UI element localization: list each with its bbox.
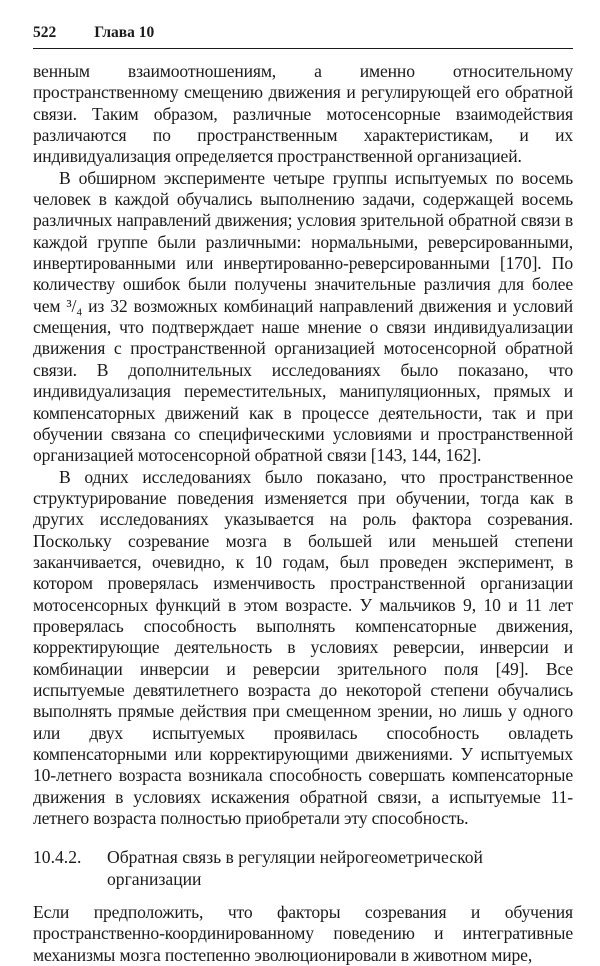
body-text-section xyxy=(33,902,573,966)
page-number: 522 xyxy=(33,24,57,41)
chapter-title: Глава 10 xyxy=(94,24,155,41)
body-text xyxy=(33,61,573,829)
section-title: Обратная связь в регуляции нейрогеометрической организации xyxy=(107,847,483,889)
paragraph-section-start: Если предположить, что факторы созревания и обучения пространственно-координированному поведению и интегративные механизмы мозга постепенно эволюционировали в животном мире, xyxy=(33,902,573,965)
running-head xyxy=(33,24,573,49)
section-heading xyxy=(33,847,573,890)
section-number: 10.4.2. xyxy=(33,847,82,868)
paragraph-continued: венным взаимоотношениям, а именно относительному пространственному смещению движения и регулирующей его обратной связи. Таким образом, различные мотосенсорные взаимодействия различаются по пространственным характеристикам, и их индивидуализация определяется пространственной организацией. xyxy=(33,61,573,167)
book-page xyxy=(33,24,573,965)
paragraph-maturation: В одних исследованиях было показано, что пространственное структурирование поведения изменяется при обучении, тогда как в других исследованиях указывается на роль фактора созревания. Поскольку созревание мозга в большей или меньшей степени заканчивается, очевидно, к 10 годам, был проведен эксперимент, в котором проверялась изменчивость пространственной организации мотосенсорных функций в этом возрасте. У мальчиков 9, 10 и 11 лет проверялась способность выполнять компенсаторные движения, корректирующие деятельность в условиях реверсии, инверсии и комбинации инверсии и реверсии зрительного поля [49]. Все испытуемые девятилетнего возраста до некоторой степени обучались выполнять прямые действия при смещенном зрении, но лишь у одного или двух испытуемых проявилась способность овладеть компенсаторными или корректирующими движениями. У испытуемых 10-летнего возраста возникала способность совершать компенсаторные движения в условиях искажения обратной связи, а испытуемые 11-летнего возраста полностью приобретали эту способность. xyxy=(33,466,573,829)
paragraph-experiment: В обширном эксперименте четыре группы испытуемых по восемь человек в каждой обучались выполнению задачи, содержащей восемь различных направлений движения; условия зрительной обратной связи в каждой группе были различными: нормальными, реверсированными, инвертированными или инвертированно-реверсированными [170]. По количеству ошибок были получены значительные различия для более чем ³/₄ из 32 возможных комбинаций направлений движения и условий смещения, что подтверждает наше мнение о связи индивидуализации движения с пространственной организацией мотосенсорной обратной связи. В дополнительных исследованиях было показано, что индивидуализация переместительных, манипуляционных, прямых и компенсаторных движений как в процессе деятельности, так и при обучении связана со специфическими условиями и пространственной организацией мотосенсорной обратной связи [143, 144, 162]. xyxy=(33,167,573,466)
